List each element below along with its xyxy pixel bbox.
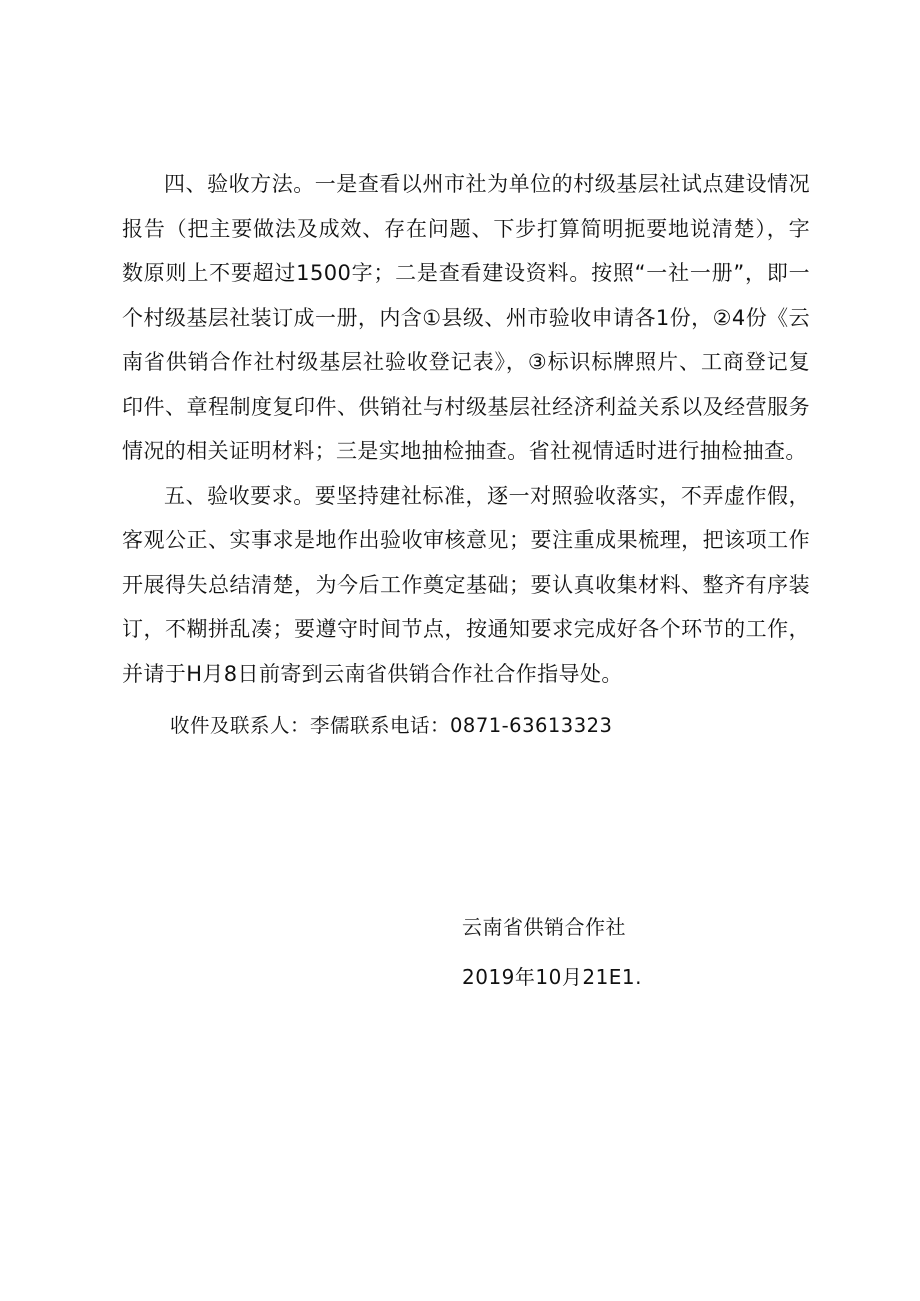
paragraph-acceptance-requirements: 五、验收要求。要坚持建社标准，逐一对照验收落实，不弄虚作假，客观公正、实事求是地作出验收审核意见；要注重成果梳理，把该项工作开展得失总结清楚，为今后工作奠定基础；要认真收集材料、整齐有序装订，不糊拼乱凑；要遵守时间节点，按通知要求完成好各个环节的工作，并请于H月8日前寄到云南省供销合作社合作指导处。	[122, 483, 810, 686]
document-body	[122, 162, 810, 748]
signature-block	[462, 905, 762, 999]
signature-date: 2019年10月21E1.	[462, 965, 643, 989]
contact-line: 收件及联系人：李儒联系电话：0871-63613323	[170, 714, 613, 737]
paragraph-acceptance-method: 四、验收方法。一是查看以州市社为单位的村级基层社试点建设情况报告（把主要做法及成效、存在问题、下步打算简明扼要地说清楚），字数原则上不要超过1500字；二是查看建设资料。按照“一社一册”，即一个村级基层社装订成一册，内含①县级、州市验收申请各1份，②4份《云南省供销合作社村级基层社验收登记表》，③标识标牌照片、工商登记复印件、章程制度复印件、供销社与村级基层社经济利益关系以及经营服务情况的相关证明材料；三是实地抽检抽查。省社视情适时进行抽检抽查。	[122, 172, 810, 463]
signature-organization: 云南省供销合作社	[462, 915, 626, 939]
